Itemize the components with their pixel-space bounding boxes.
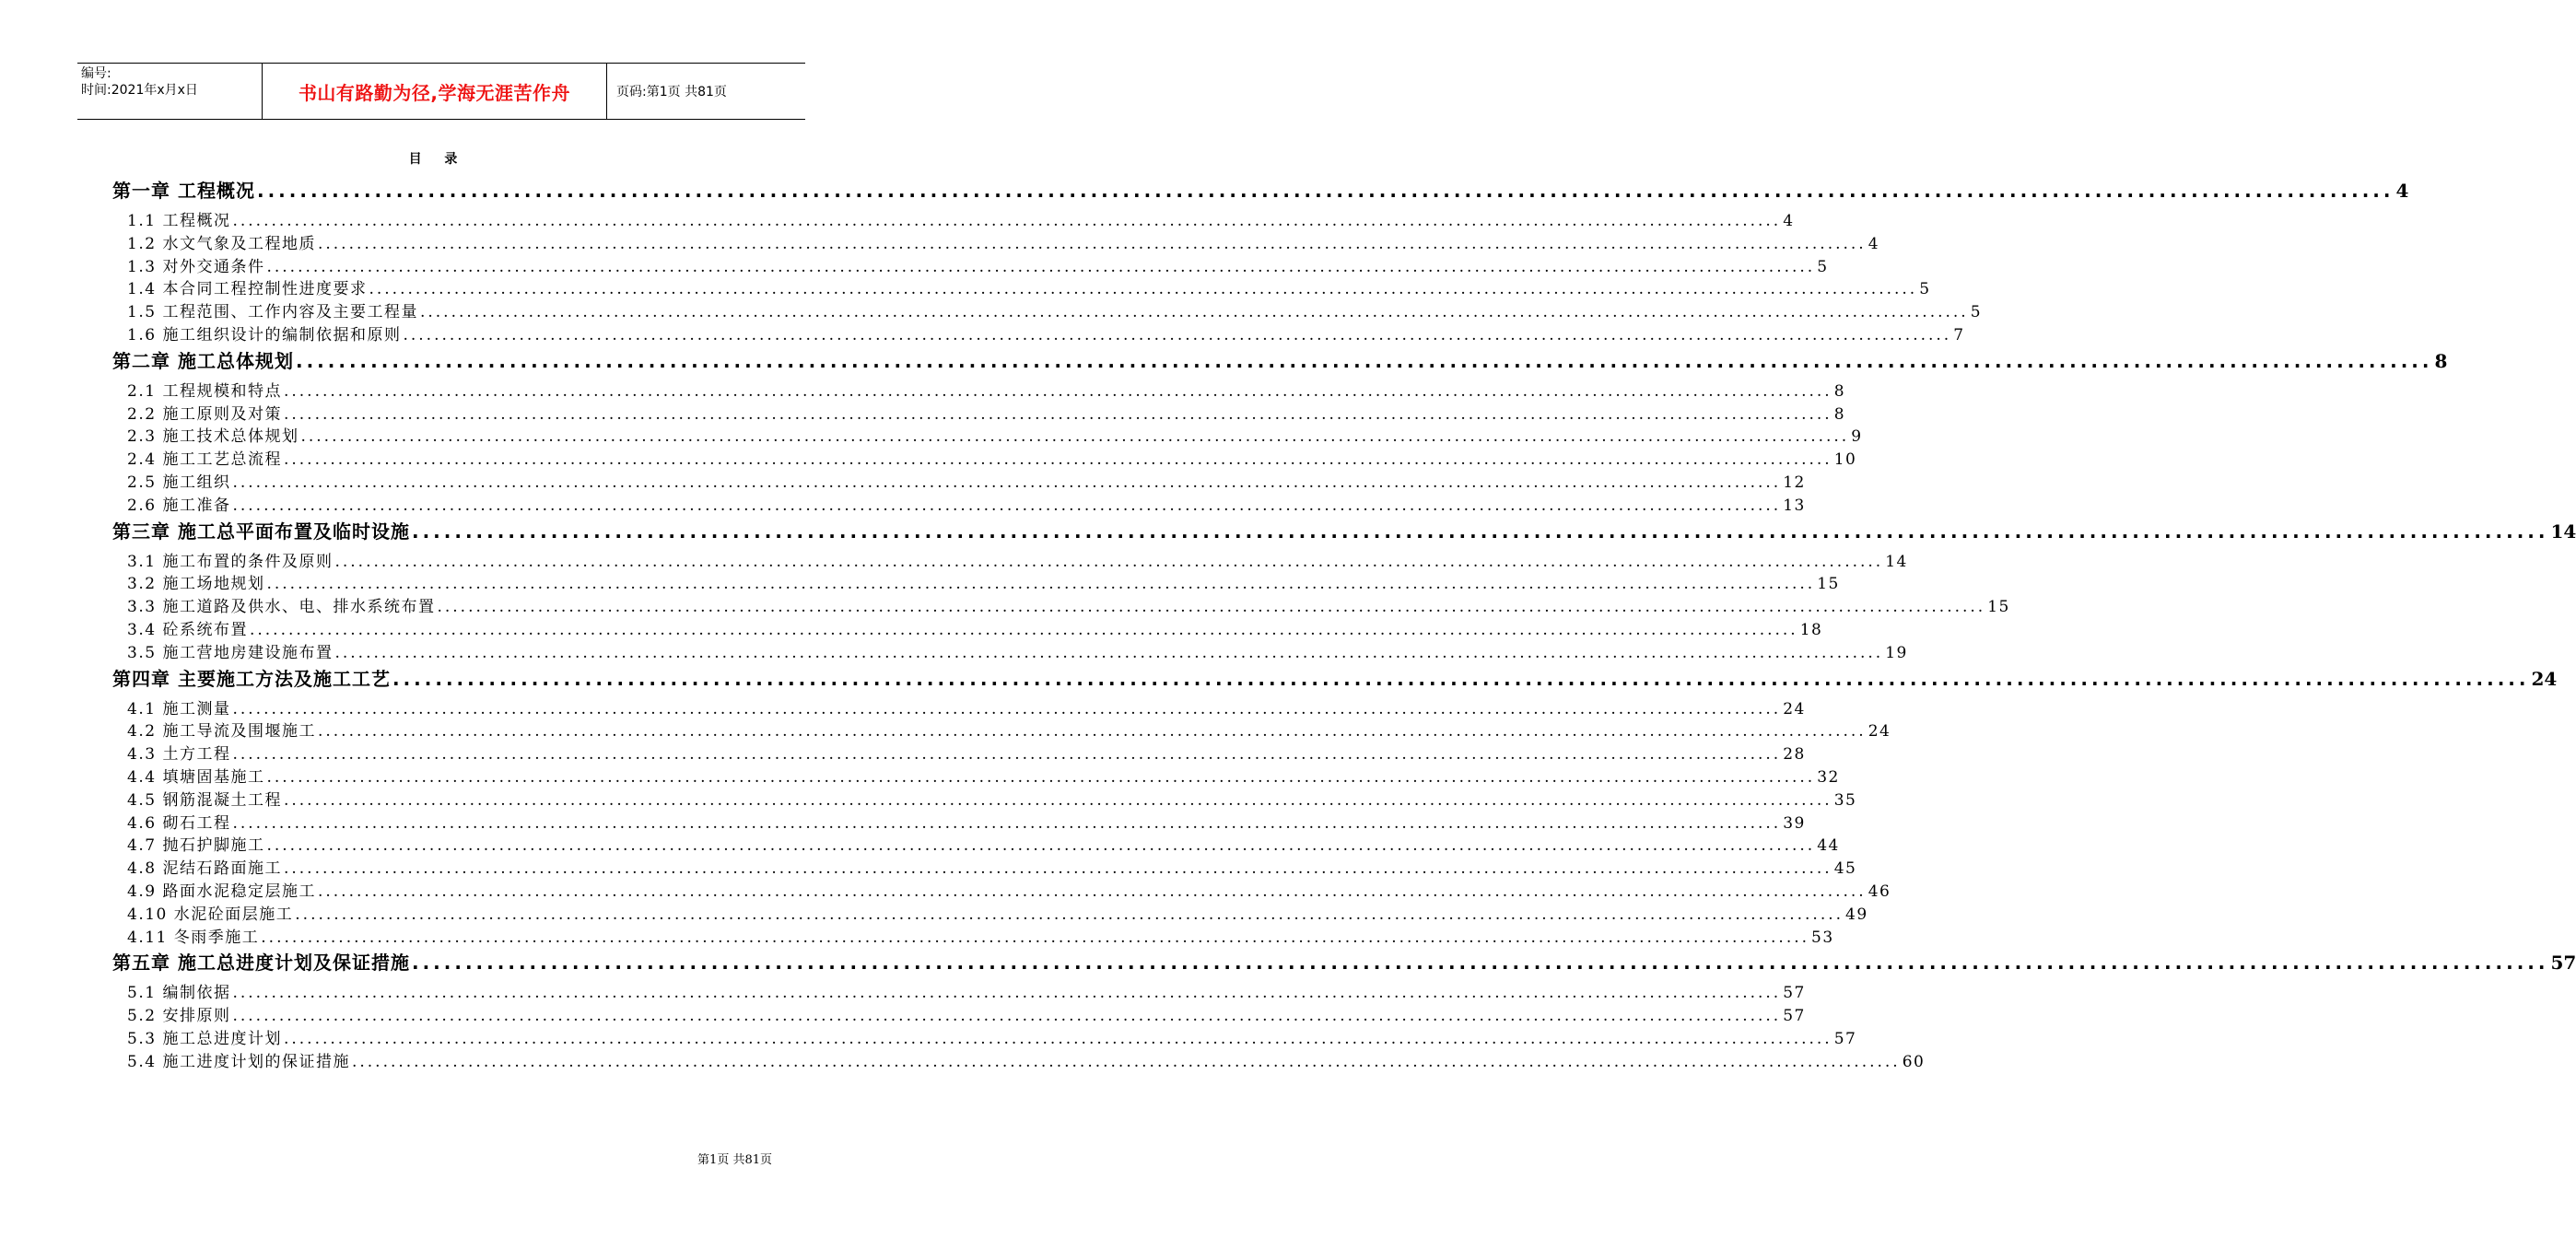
toc-section-entry[interactable] (112, 403, 1846, 426)
toc-page-number: 4 (2395, 180, 2409, 202)
toc-entry-label: 1.6 施工组织设计的编制依据和原则 (127, 325, 402, 345)
toc-leader-dots: ........................................................................................................................................................................................................ (283, 404, 1832, 424)
toc-leader-dots: ........................................................................................................................................................................................................ (256, 180, 2395, 202)
toc-leader-dots: ........................................................................................................................................................................................................ (232, 984, 1782, 1003)
toc-page-number: 8 (1833, 404, 1846, 424)
toc-leader-dots: ........................................................................................................................................................................................................ (411, 520, 2549, 543)
toc-section-entry[interactable] (112, 642, 1908, 665)
toc-leader-dots: ........................................................................................................................................................................................................ (232, 813, 1782, 833)
toc-chapter-entry[interactable] (112, 177, 2409, 204)
toc-page-number: 49 (1845, 905, 1868, 924)
toc-section-entry[interactable] (112, 927, 1834, 950)
toc-section-entry[interactable] (112, 1028, 1857, 1051)
toc-page-number: 14 (1885, 552, 1908, 571)
toc-leader-dots: ........................................................................................................................................................................................................ (232, 212, 1782, 230)
toc-section-entry[interactable] (112, 766, 1840, 789)
toc-section-entry[interactable] (112, 720, 1891, 743)
toc-page-number: 57 (1833, 1029, 1857, 1048)
toc-leader-dots: ........................................................................................................................................................................................................ (334, 643, 1884, 662)
toc-leader-dots: ........................................................................................................................................................................................................ (411, 952, 2549, 975)
toc-section-entry[interactable] (112, 495, 1806, 518)
toc-section-entry[interactable] (112, 1005, 1806, 1028)
toc-page-number: 15 (1817, 575, 1840, 594)
toc-section-entry[interactable] (112, 619, 1823, 642)
toc-leader-dots: ........................................................................................................................................................................................................ (283, 859, 1832, 879)
toc-page-number: 8 (2434, 349, 2448, 372)
toc-entry-label: 第四章 主要施工方法及施工工艺 (112, 667, 391, 690)
toc-page-number: 53 (1811, 928, 1834, 947)
toc-leader-dots: ........................................................................................................................................................................................................ (232, 699, 1782, 718)
toc-leader-dots: ........................................................................................................................................................................................................ (266, 257, 1816, 276)
toc-page-number: 9 (1851, 427, 1863, 447)
toc-section-entry[interactable] (112, 380, 1846, 403)
page-header (77, 63, 805, 120)
header-page-number: 页码:第1页 共81页 (616, 85, 727, 99)
toc-entry-label: 4.3 土方工程 (127, 745, 231, 765)
toc-leader-dots: ........................................................................................................................................................................................................ (317, 722, 1867, 742)
toc-leader-dots: ........................................................................................................................................................................................................ (392, 667, 2530, 690)
toc-entry-label: 4.5 钢筋混凝土工程 (127, 790, 282, 810)
toc-entry-label: 第三章 施工总平面布置及临时设施 (112, 520, 410, 543)
toc-leader-dots: ........................................................................................................................................................................................................ (369, 280, 1918, 299)
toc-leader-dots: ........................................................................................................................................................................................................ (232, 745, 1782, 765)
toc-entry-label: 2.4 施工工艺总流程 (127, 450, 282, 470)
toc-leader-dots: ........................................................................................................................................................................................................ (283, 790, 1832, 810)
toc-leader-dots: ........................................................................................................................................................................................................ (334, 552, 1884, 571)
toc-entry-label: 5.2 安排原则 (127, 1007, 231, 1026)
toc-leader-dots: ........................................................................................................................................................................................................ (317, 882, 1867, 901)
toc-leader-dots: ........................................................................................................................................................................................................ (283, 381, 1832, 401)
toc-entry-label: 4.6 砌石工程 (127, 813, 231, 833)
toc-leader-dots: ........................................................................................................................................................................................................ (266, 767, 1816, 787)
toc-entry-label: 2.5 施工组织 (127, 473, 231, 492)
toc-page-number: 57 (1783, 1007, 1806, 1026)
toc-entry-label: 3.4 砼系统布置 (127, 620, 248, 639)
toc-leader-dots: ........................................................................................................................................................................................................ (232, 473, 1782, 492)
toc-entry-label: 1.4 本合同工程控制性进度要求 (127, 280, 368, 299)
toc-section-entry[interactable] (112, 858, 1857, 881)
toc-page-number: 4 (1868, 234, 1880, 253)
toc-section-entry[interactable] (112, 324, 1965, 347)
toc-page-number: 8 (1833, 381, 1846, 401)
toc-section-entry[interactable] (112, 904, 1868, 927)
toc-page-number: 14 (2550, 520, 2576, 543)
toc-page-number: 13 (1783, 496, 1806, 515)
toc-entry-label: 5.3 施工总进度计划 (127, 1029, 282, 1048)
toc-entry-label: 4.2 施工导流及围堰施工 (127, 722, 316, 742)
toc-entry-label: 2.6 施工准备 (127, 496, 231, 515)
toc-leader-dots: ........................................................................................................................................................................................................ (403, 325, 1952, 345)
toc-leader-dots: ........................................................................................................................................................................................................ (419, 303, 1969, 322)
toc-entry-label: 4.10 水泥砼面层施工 (127, 905, 294, 924)
toc-entry-label: 3.2 施工场地规划 (127, 575, 265, 594)
toc-entry-label: 2.3 施工技术总体规划 (127, 427, 299, 447)
toc-entry-label: 4.1 施工测量 (127, 699, 231, 718)
toc-page-number: 7 (1953, 325, 1965, 345)
toc-entry-label: 3.1 施工布置的条件及原则 (127, 552, 334, 571)
toc-page-number: 45 (1833, 859, 1857, 879)
toc-entry-label: 5.1 编制依据 (127, 984, 231, 1003)
toc-leader-dots: ........................................................................................................................................................................................................ (283, 450, 1832, 470)
toc-leader-dots: ........................................................................................................................................................................................................ (317, 234, 1867, 253)
toc-leader-dots: ........................................................................................................................................................................................................ (266, 836, 1816, 856)
toc-section-entry[interactable] (112, 812, 1806, 835)
toc-section-entry[interactable] (112, 1051, 1926, 1074)
toc-page-number: 32 (1817, 767, 1840, 787)
toc-chapter-entry[interactable] (112, 665, 2558, 693)
toc-section-entry[interactable] (112, 743, 1806, 766)
toc-page-number: 35 (1833, 790, 1857, 810)
toc-entry-label: 4.11 冬雨季施工 (127, 928, 260, 947)
toc-entry-label: 第五章 施工总进度计划及保证措施 (112, 952, 410, 975)
toc-leader-dots: ........................................................................................................................................................................................................ (295, 905, 1844, 924)
toc-entry-label: 3.3 施工道路及供水、电、排水系统布置 (127, 598, 436, 617)
toc-page-number: 5 (1919, 280, 1931, 299)
toc-entry-label: 4.9 路面水泥稳定层施工 (127, 882, 316, 901)
toc-page-number: 5 (1970, 303, 1983, 322)
toc-page-number: 24 (1783, 699, 1806, 718)
date-label: 时间:2021年x月x日 (81, 83, 198, 98)
toc-page-number: 60 (1902, 1052, 1926, 1071)
header-motto: 书山有路勤为径,学海无涯苦作舟 (263, 64, 607, 119)
toc-section-entry[interactable] (112, 551, 1908, 574)
toc-section-entry[interactable] (112, 698, 1806, 721)
toc-entry-label: 1.3 对外交通条件 (127, 257, 265, 276)
toc-page-number: 5 (1817, 257, 1829, 276)
toc-entry-label: 4.4 填塘固基施工 (127, 767, 265, 787)
toc-title: 目 录 (408, 152, 467, 167)
toc-leader-dots: ........................................................................................................................................................................................................ (232, 496, 1782, 515)
toc-section-entry[interactable] (112, 426, 1863, 449)
toc-entry-label: 3.5 施工营地房建设施布置 (127, 643, 334, 662)
toc-page-number: 4 (1783, 212, 1795, 230)
toc-page-number: 57 (1783, 984, 1806, 1003)
toc-section-entry[interactable] (112, 301, 1983, 324)
toc-page-number: 57 (2550, 952, 2576, 975)
toc-chapter-entry[interactable] (112, 347, 2448, 375)
toc-leader-dots: ........................................................................................................................................................................................................ (437, 598, 1986, 617)
toc-section-entry[interactable] (112, 278, 1931, 301)
toc-page-number: 10 (1833, 450, 1857, 470)
toc-entry-label: 1.1 工程概况 (127, 212, 231, 230)
toc-leader-dots: ........................................................................................................................................................................................................ (261, 928, 1810, 947)
toc-page-number: 19 (1885, 643, 1908, 662)
table-of-contents (112, 177, 2576, 1074)
toc-entry-label: 1.5 工程范围、工作内容及主要工程量 (127, 303, 418, 322)
toc-entry-label: 第一章 工程概况 (112, 180, 255, 202)
toc-section-entry[interactable] (112, 835, 1840, 858)
toc-leader-dots: ........................................................................................................................................................................................................ (266, 575, 1816, 594)
toc-page-number: 24 (2531, 667, 2558, 690)
header-meta (77, 64, 263, 119)
toc-section-entry[interactable] (112, 256, 1829, 279)
toc-entry-label: 4.8 泥结石路面施工 (127, 859, 282, 879)
toc-entry-label: 5.4 施工进度计划的保证措施 (127, 1052, 350, 1071)
toc-page-number: 28 (1783, 745, 1806, 765)
toc-entry-label: 1.2 水文气象及工程地质 (127, 234, 316, 253)
toc-leader-dots: ........................................................................................................................................................................................................ (300, 427, 1850, 447)
toc-section-entry[interactable] (112, 881, 1891, 904)
toc-leader-dots: ........................................................................................................................................................................................................ (283, 1029, 1832, 1048)
toc-page-number: 12 (1783, 473, 1806, 492)
toc-entry-label: 第二章 施工总体规划 (112, 349, 294, 372)
toc-page-number: 46 (1868, 882, 1891, 901)
toc-section-entry[interactable] (112, 596, 2010, 619)
toc-chapter-entry[interactable] (112, 518, 2576, 545)
toc-page-number: 15 (1987, 598, 2010, 617)
toc-chapter-entry[interactable] (112, 949, 2576, 976)
toc-page-number: 39 (1783, 813, 1806, 833)
toc-section-entry[interactable] (112, 573, 1840, 596)
toc-section-entry[interactable] (112, 449, 1857, 472)
toc-leader-dots: ........................................................................................................................................................................................................ (249, 620, 1798, 639)
toc-page-number: 18 (1799, 620, 1823, 639)
toc-entry-label: 2.1 工程规模和特点 (127, 381, 282, 401)
toc-section-entry[interactable] (112, 233, 1880, 256)
toc-section-entry[interactable] (112, 789, 1857, 812)
toc-page-number: 44 (1817, 836, 1840, 856)
toc-leader-dots: ........................................................................................................................................................................................................ (295, 349, 2433, 372)
toc-leader-dots: ........................................................................................................................................................................................................ (232, 1007, 1782, 1026)
toc-leader-dots: ........................................................................................................................................................................................................ (351, 1052, 1901, 1071)
toc-section-entry[interactable] (112, 472, 1806, 495)
toc-section-entry[interactable] (112, 210, 1795, 233)
toc-page-number: 24 (1868, 722, 1891, 742)
number-label: 编号: (81, 66, 111, 81)
page-footer: 第1页 共81页 (697, 1153, 772, 1167)
toc-entry-label: 2.2 施工原则及对策 (127, 404, 282, 424)
toc-entry-label: 4.7 抛石护脚施工 (127, 836, 265, 856)
toc-section-entry[interactable] (112, 982, 1806, 1005)
